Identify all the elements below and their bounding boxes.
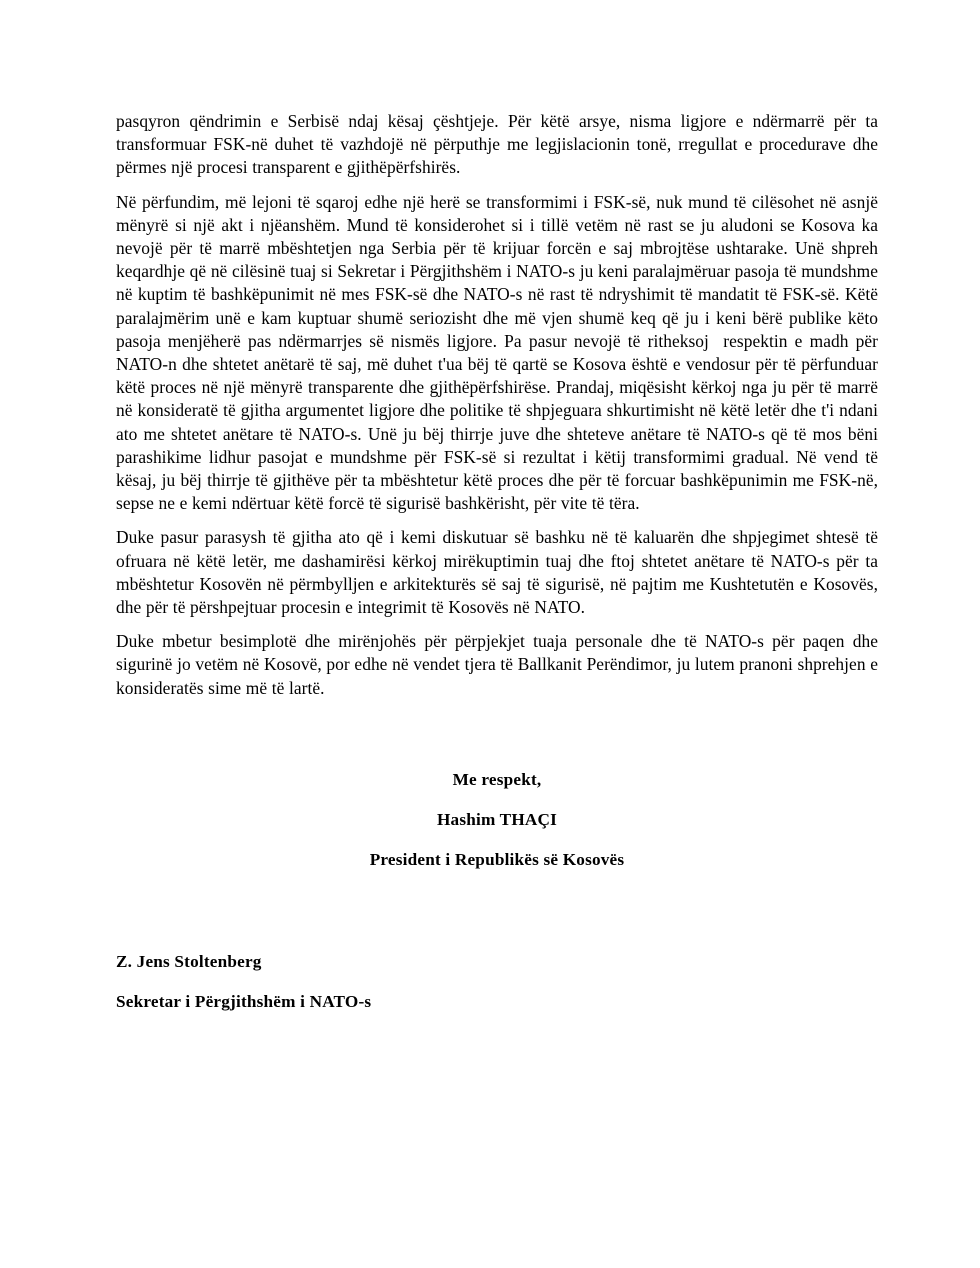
body-paragraph-2: Në përfundim, më lejoni të sqaroj edhe një herë se transformimi i FSK-së, nuk mund të cilësohet në asnjë mënyrë si një akt i njëanshëm. Mund të konsiderohet si i tillë vetëm në rast se ju aludoni se Kosova ka nevojë për të marrë mbështetjen nga Serbia për të krijuar forcën e saj mbrojtëse ushtarake. Unë shpreh keqardhje që në cilësinë tuaj si Sekretar i Përgjithshëm i NATO-s ju keni paralajmëruar pasoja të mundshme në kuptim të bashkëpunimit në mes FSK-së dhe NATO-s në rast të ndryshimit të mandatit të FSK-së. Këtë paralajmërim unë e kam kuptuar shumë seriozisht dhe më vjen shumë keq që ju i keni bërë publike këto pasoja menjëherë pas ndërmarrjes së nismës ligjore. Pa pasur nevojë të ritheksoj respektin e madh për NATO-n dhe shtetet anëtarë të saj, më duhet t'ua bëj të qartë se Kosova është e vendosur për të përfunduar këtë proces në një mënyrë transparente dhe gjithëpërfshirëse. Prandaj, miqësisht kërkoj nga ju për të marrë në konsideratë të gjitha argumentet ligjore dhe politike të shpjeguara shkurtimisht në këtë letër dhe t'i ndani ato me shtetet anëtare të NATO-s. Unë ju bëj thirrje juve dhe shteteve anëtare të NATO-s që të mos bëni parashikime lidhur pasojat e mundshme për FSK-së si rezultat i këtij transformimi gradual. Në vend të kësaj, ju bëj thirrje të gjithëve për ta mbështetur këtë proces dhe për të forcuar bashkëpunimin me FSK-në, sepse ne e kemi ndërtuar këtë forcë të sigurisë bashkërisht, për vite të tëra. xyxy=(116,191,883,514)
signature-name: Hashim THAÇI xyxy=(436,810,558,829)
body-paragraph-3: Duke pasur parasysh të gjitha ato që i kemi diskutuar së bashku në të kaluarën dhe shpjegimet shtesë të ofruara në këtë letër, me dashamirësi kërkoj mirëkuptimin tuaj dhe ftoj shtetet anëtare të NATO-s për ta mbështetur Kosovën në përmbylljen e arkitekturës së saj të sigurisë, në pajtim me Kushtetutën e Kosovës, dhe për të përshpejtuar procesin e integrimit të Kosovës në NATO. xyxy=(116,527,883,618)
body-paragraph-4: Duke mbetur besimplotë dhe mirënjohës për përpjekjet tuaja personale dhe të NATO-s për paqen dhe sigurinë jo vetëm në Kosovë, por edhe në vendet tjera të Ballkanit Perëndimor, ju lutem pranoni shprehjen e konsideratës sime më të lartë. xyxy=(116,631,883,698)
addressee-name: Z. Jens Stoltenberg xyxy=(116,952,262,971)
signature-closing: Me respekt, xyxy=(452,770,542,789)
signature-title: President i Republikës së Kosovës xyxy=(369,850,625,869)
addressee-title: Sekretar i Përgjithshëm i NATO-s xyxy=(116,992,372,1011)
body-paragraph-1: pasqyron qëndrimin e Serbisë ndaj kësaj çështjeje. Për këtë arsye, nisma ligjore e ndërmarrë për ta transformuar FSK-në duhet të vazhdojë në përputhje me legjislacionin tonë, rregullat e procedurave dhe përmes një procesi transparent e gjithëpërfshirës. xyxy=(116,111,883,178)
addressee-block xyxy=(116,952,716,1012)
letter-body xyxy=(116,110,883,700)
signature-block xyxy=(116,770,878,870)
